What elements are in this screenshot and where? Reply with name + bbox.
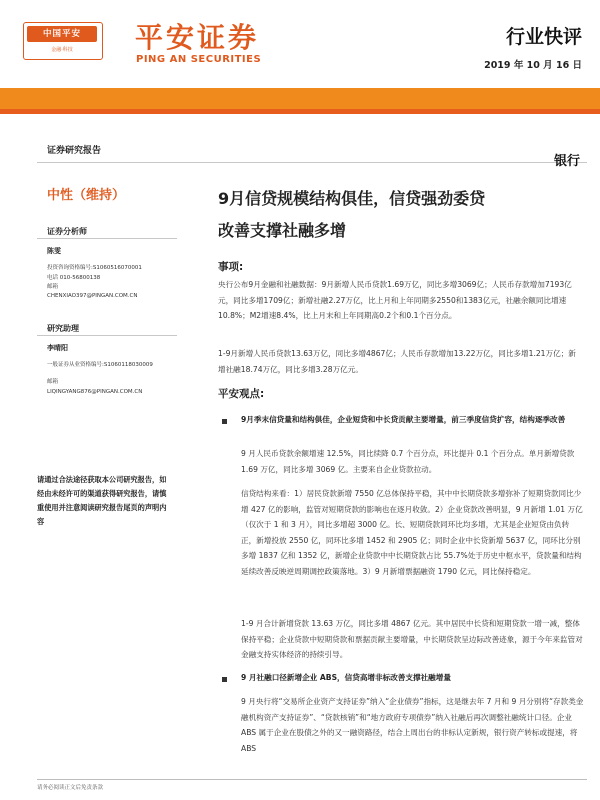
assistant-email-label: 邮箱 (47, 379, 59, 385)
report-date: 2019 年 10 月 16 日 (484, 60, 582, 71)
view-bullet-2: 9 月社融口径新增企业 ABS，信贷高增非标改善支撑社融增量 (241, 673, 451, 682)
report-title-line2: 改善支撑社融多增 (218, 221, 347, 240)
view-paragraph-2: 信贷结构来看：1）居民贷款新增 7550 亿总体保持平稳，其中中长期贷款多增弥补了短期贷款同比少增 427 亿的影响，监管对短期贷款的影响也在逐月收敛。2）企业贷款改善明显，9 月新增 1.01 万亿（仅次于 1 和 3 月），同比多增超 3000 亿。长、短期贷款同环比均多增，尤其是企业短贷由负转正，新增投放 2550 亿，同环比多增 1452 和 2905 亿；同时企业中长贷新增 5637 亿，同环比分别多增 1837 亿和 1352 亿，新增企业贷款中中长期贷款占比 55.7%处于历史中枢水平，贷款量和结构延续改善反映逆周期调控政策落地。3）9 月新增票据融资 1790 亿元，同比保持稳定。 (241, 489, 583, 576)
analyst-heading: 证券分析师 (47, 227, 87, 236)
assistant-email[interactable]: LIQINGYANG876@PINGAN.COM.CN (47, 389, 143, 395)
brand-name-cn: 平安证券 (135, 21, 260, 54)
assistant-cert: 一般证券从业资格编号:S1060118030009 (47, 362, 153, 368)
view-heading: 平安观点: (218, 388, 265, 400)
view-paragraph-4: 9 月央行将“交易所企业资产支持证券”纳入“企业债券”指标，这是继去年 7 月和 9 月分别将“存款类金融机构资产支持证券”、“贷款核销”和“地方政府专项债券”纳入社融后再次调整社融统计口径。企业 ABS 属于企业在股债之外的又一融资路径，结合上周出台的非标认定新规，银行资产转标或提速，将 ABS (241, 697, 584, 753)
bullet-square-icon (222, 677, 227, 682)
analyst-phone: 电话 010-56800138 (47, 275, 101, 281)
footer-divider (37, 779, 587, 780)
analyst-email-label: 邮箱 (47, 284, 59, 290)
brand-name-en: PING AN SECURITIES (136, 54, 262, 65)
rating: 中性（维持） (47, 188, 126, 203)
disclaimer-note: 请通过合法途径获取本公司研究报告，如经由未经许可的渠道获得研究报告，请慎重使用并注意阅读研究报告尾页的声明内容 (37, 475, 167, 526)
view-bullet-1: 9月季末信贷量和结构俱佳，企业短贷和中长贷贡献主要增量，前三季度信贷扩容，结构逐季改善 (241, 415, 566, 424)
header-band (0, 88, 600, 109)
assistant-heading: 研究助理 (47, 324, 79, 333)
sector-label: 银行 (553, 154, 580, 169)
assistant-divider (37, 335, 177, 336)
section-divider (37, 162, 587, 163)
events-heading: 事项: (218, 261, 244, 273)
report-section-label: 证券研究报告 (47, 146, 102, 156)
header-band-lower (0, 109, 600, 114)
assistant-name: 李晴阳 (47, 344, 68, 352)
view-paragraph-3: 1-9 月合计新增贷款 13.63 万亿，同比多增 4867 亿元。其中居民中长贷和短期贷款一增一减，整体保持平稳；企业贷款中短期贷款和票据贡献主要增量，中长期贷款呈边际改善迹象，源于今年来监管对金融支持实体经济的持续引导。 (241, 619, 583, 660)
analyst-divider (37, 238, 177, 239)
analyst-cert: 投资咨询资格编号:S1060516070001 (47, 265, 142, 271)
logo-top-text: 中国平安 (27, 26, 97, 42)
events-paragraph-2: 1-9月新增人民币贷款13.63万亿，同比多增4867亿；人民币存款增加13.22万亿，同比多增1.21万亿；新增社融18.74万亿，同比多增3.28万亿元。 (218, 349, 576, 374)
report-title-line1: 9月信贷规模结构俱佳，信贷强劲委贷 (218, 189, 486, 208)
events-paragraph: 央行公布9月金融和社融数据：9月新增人民币贷款1.69万亿，同比多增3069亿；人民币存款增加7193亿元，同比多增1709亿；新增社融2.27万亿，比上月和上年同期多2550和1383亿元，社融余额同比增速10.8%；M2增速8.4%，比上月末和上年同期高0.2个和0.1个百分点。 (218, 280, 572, 321)
footer-note: 请务必阅读正文后免责条款 (37, 785, 104, 791)
analyst-name: 陈雯 (47, 247, 61, 255)
view-paragraph-1: 9 月人民币贷款余额增速 12.5%，同比续降 0.7 个百分点，环比提升 0.1 个百分点。单月新增贷款 1.69 万亿，同比多增 3069 亿。主要来自企业贷款拉动。 (241, 449, 575, 474)
bullet-square-icon (222, 419, 227, 424)
report-type: 行业快评 (505, 26, 582, 48)
analyst-email[interactable]: CHENXIAO397@PINGAN.COM.CN (47, 293, 138, 299)
logo-bottom-text: 金融·科技 (51, 47, 73, 53)
